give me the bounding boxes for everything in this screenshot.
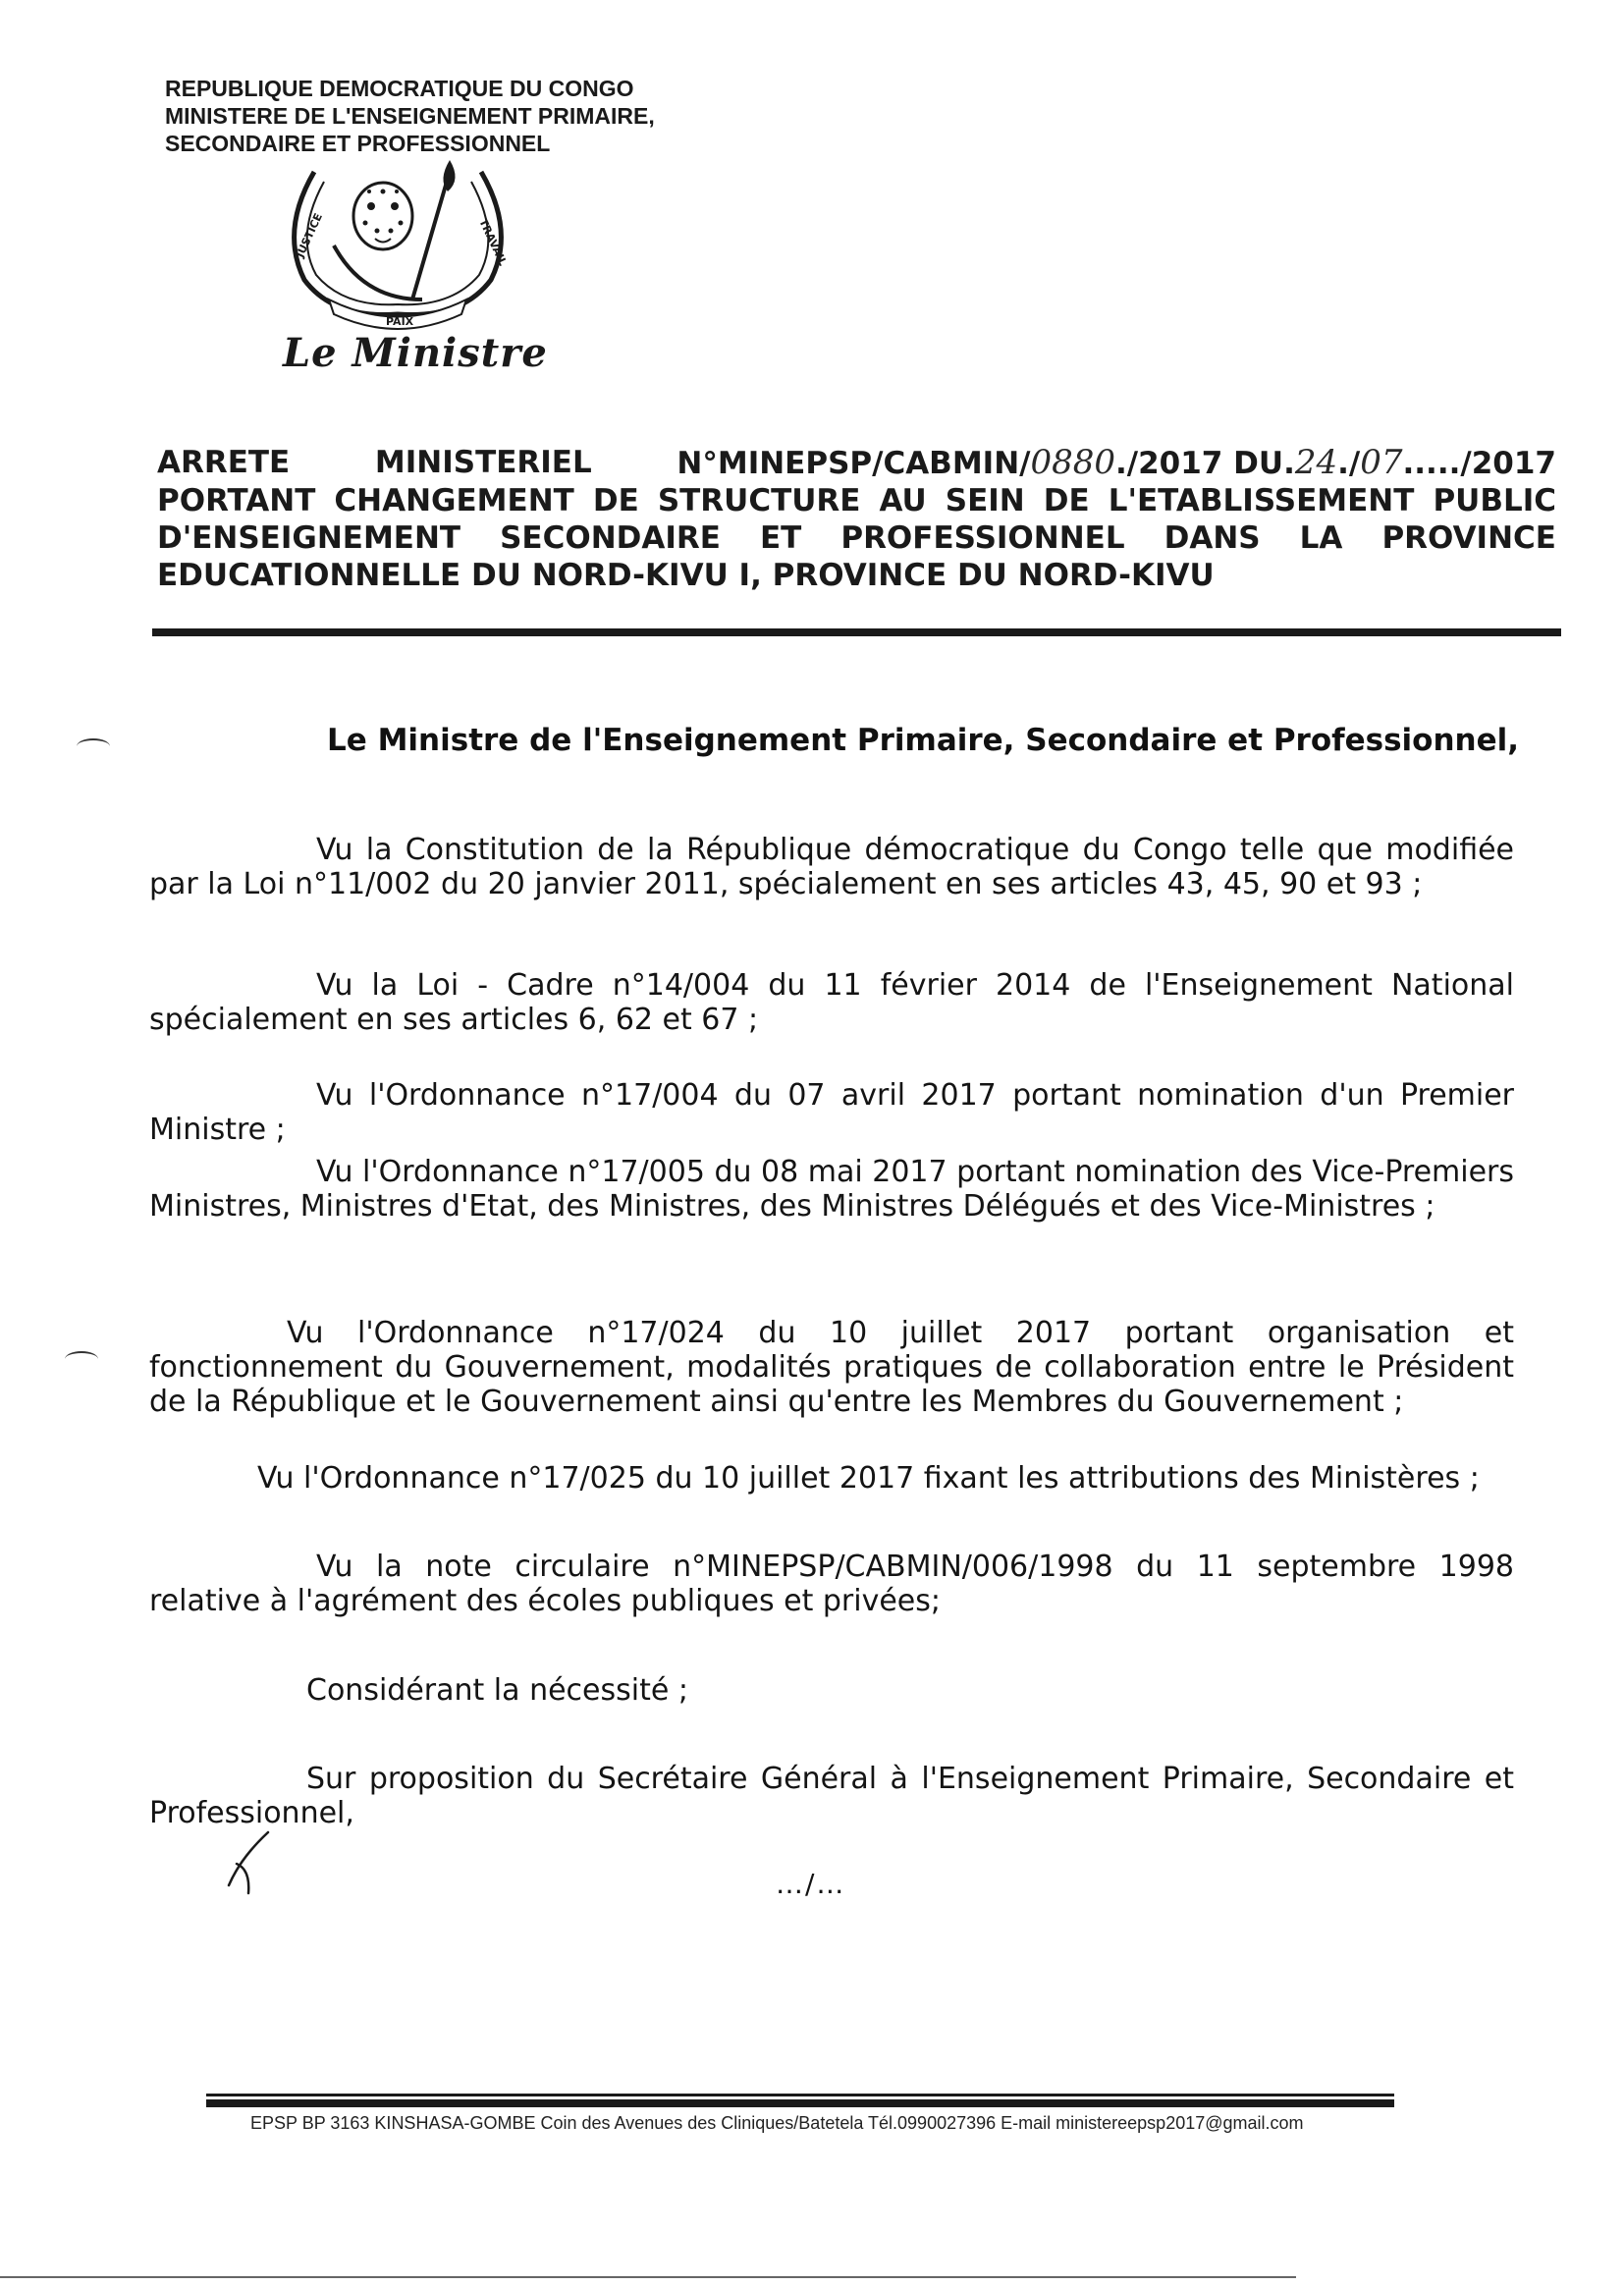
- paragraph-text: Considérant la nécessité ;: [306, 1673, 688, 1708]
- paragraph-text: Vu l'Ordonnance n°17/024 du 10 juillet 2017 portant organisation et fonctionnement du Gouvernement, modalités pratiques de collaboration entre le Président de la République et le Gouvernement ainsi qu'entre les Membres du Gouvernement ;: [149, 1316, 1514, 1419]
- decree-word: CHANGEMENT: [334, 483, 574, 518]
- decree-word: AU: [879, 483, 927, 518]
- preamble-paragraph: [149, 1550, 1514, 1618]
- emblem-motto-center: PAIX: [386, 315, 414, 328]
- decree-title-line-2: [157, 482, 1556, 519]
- paragraph-text: Sur proposition du Secrétaire Général à l'Enseignement Primaire, Secondaire et Professionnel,: [149, 1762, 1514, 1830]
- decree-word: DANS: [1164, 520, 1261, 556]
- coat-of-arms-emblem: [275, 152, 520, 339]
- decree-word: ARRETE: [157, 445, 291, 480]
- decree-word: DE: [592, 483, 639, 518]
- footer-contact: EPSP BP 3163 KINSHASA-GOMBE Coin des Avenues des Cliniques/Batetela Tél.0990027396 E-mail ministereepsp2017@gmail.com: [250, 2113, 1304, 2133]
- decree-word: PROVINCE: [1381, 520, 1556, 556]
- decree-word: PUBLIC: [1433, 483, 1556, 518]
- decree-title: [157, 444, 1556, 594]
- decree-word: SECONDAIRE: [500, 520, 721, 556]
- paragraph-text: Vu l'Ordonnance n°17/004 du 07 avril 2017 portant nomination d'un Premier Ministre ;: [149, 1078, 1514, 1147]
- decree-word: PROFESSIONNEL: [840, 520, 1125, 556]
- decree-ref-mid: ./2017 DU.: [1115, 446, 1295, 481]
- preamble-paragraph: [149, 1673, 1514, 1708]
- decree-word: ET: [759, 520, 802, 556]
- handwritten-initial-mark: [221, 1828, 280, 1897]
- decree-word: LA: [1299, 520, 1343, 556]
- preamble-paragraph: [149, 833, 1514, 901]
- decree-ref-prefix: N°MINEPSP/CABMIN/: [677, 446, 1031, 481]
- title-divider: [152, 628, 1561, 636]
- continuation-marker: …/…: [776, 1868, 846, 1900]
- decree-ref-end: ...../2017: [1402, 446, 1556, 481]
- decree-word: MINISTERIEL: [374, 445, 592, 480]
- paragraph-text: Vu la Constitution de la République démocratique du Congo telle que modifiée par la Loi n°11/002 du 20 janvier 2011, spécialement en ses articles 43, 45, 90 et 93 ;: [149, 833, 1514, 901]
- footer-divider: [206, 2094, 1394, 2096]
- decree-word: PORTANT: [157, 483, 316, 518]
- page-bottom-edge: [0, 2276, 1296, 2278]
- paragraph-text: Vu l'Ordonnance n°17/025 du 10 juillet 2017 fixant les attributions des Ministères ;: [257, 1461, 1480, 1496]
- header-ministry: MINISTERE DE L'ENSEIGNEMENT PRIMAIRE,: [165, 103, 655, 129]
- handwritten-month: 07: [1360, 443, 1403, 482]
- margin-mark: [77, 738, 110, 754]
- decree-title-line-3: [157, 519, 1556, 557]
- paragraph-text: Vu la note circulaire n°MINEPSP/CABMIN/006/1998 du 11 septembre 1998 relative à l'agrément des écoles publiques et privées;: [149, 1550, 1514, 1618]
- decree-word: L'ETABLISSEMENT: [1108, 483, 1415, 518]
- decree-title-line-4: EDUCATIONNELLE DU NORD-KIVU I, PROVINCE DU NORD-KIVU: [157, 558, 1215, 593]
- header-ministry-sub: SECONDAIRE ET PROFESSIONNEL: [165, 131, 551, 156]
- preamble-paragraph: [149, 1078, 1514, 1147]
- header-republic: REPUBLIQUE DEMOCRATIQUE DU CONGO: [165, 76, 634, 101]
- decree-word: D'ENSEIGNEMENT: [157, 520, 461, 556]
- preamble-paragraph: [149, 1762, 1514, 1830]
- margin-mark: [65, 1351, 98, 1367]
- paragraph-text: Vu l'Ordonnance n°17/005 du 08 mai 2017 portant nomination des Vice-Premiers Ministres, Ministres d'Etat, des Ministres, des Ministres Délégués et des Vice-Ministres ;: [149, 1155, 1514, 1224]
- preamble-paragraph: [149, 1316, 1514, 1419]
- decree-word: SEIN: [945, 483, 1025, 518]
- preamble-paragraph: [149, 968, 1514, 1037]
- emblem-motto-left: JUSTICE: [293, 211, 326, 260]
- addressee-heading: Le Ministre de l'Enseignement Primaire, Secondaire et Professionnel,: [327, 723, 1520, 758]
- handwritten-day: 24: [1294, 443, 1338, 482]
- paragraph-text: Vu la Loi - Cadre n°14/004 du 11 février 2014 de l'Enseignement National spécialement en ses articles 6, 62 et 67 ;: [149, 968, 1514, 1037]
- decree-ref-slash: ./: [1337, 446, 1361, 481]
- footer-divider-thick: [206, 2099, 1394, 2107]
- decree-word: DE: [1043, 483, 1090, 518]
- signature-block-title: Le Ministre: [283, 330, 548, 376]
- preamble-paragraph: [149, 1461, 1514, 1496]
- decree-title-line-1: [157, 444, 1556, 482]
- handwritten-decree-number: 0880: [1030, 443, 1115, 482]
- emblem-motto-right: TRAVAIL: [476, 216, 510, 268]
- decree-word: STRUCTURE: [657, 483, 861, 518]
- decree-reference: [677, 444, 1556, 482]
- preamble-paragraph: [149, 1155, 1514, 1224]
